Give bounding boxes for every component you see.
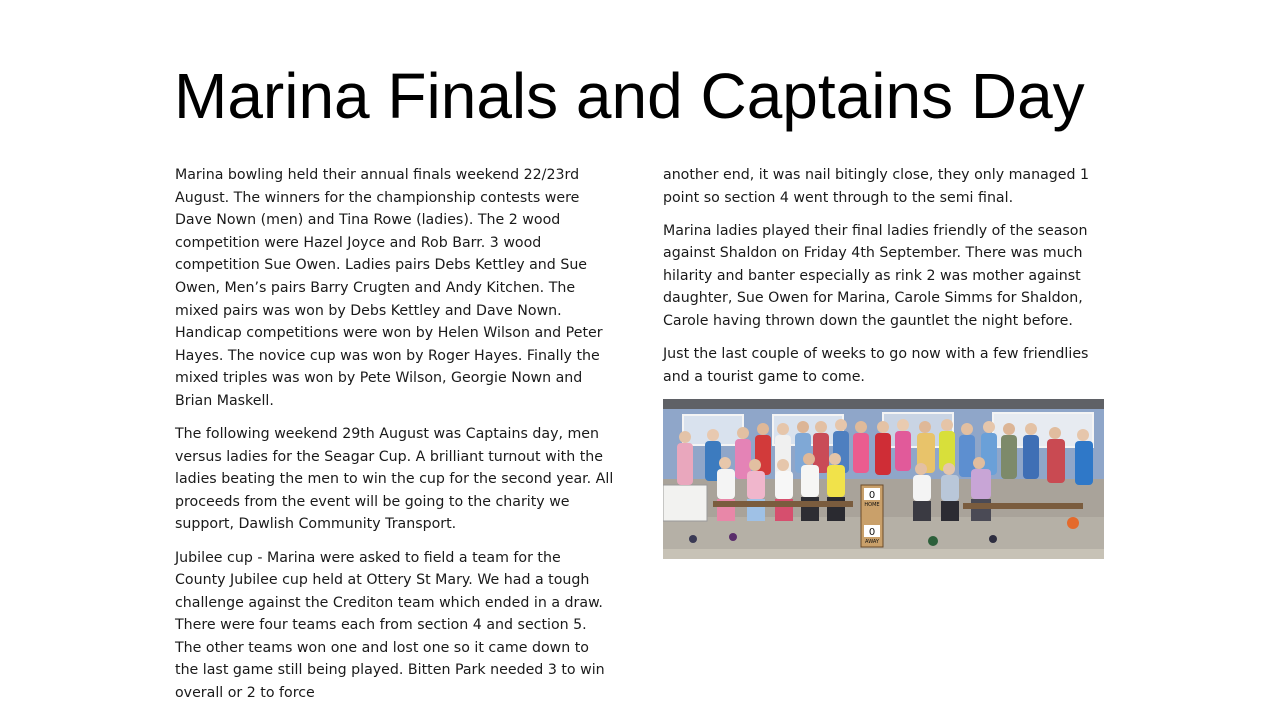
scoreboard-away-score: 0 [868,526,876,538]
paragraph-last-weeks: Just the last couple of weeks to go now with a few friendlies and a tourist game to come. [663,346,1089,385]
group-photo [663,399,1104,559]
slide-title: Marina Finals and Captains Day [174,60,1085,132]
scoreboard-away-label: AWAY [865,538,879,545]
paragraph-ladies-friendly: Marina ladies played their final ladies friendly of the season against Shaldon on Friday 4th September. There was much hilarity and banter especially as rink 2 was mother against daughter, Sue Owen for Marina, Carole Simms for Shaldon, Carole having thrown down the gauntlet the night before. [663,222,1088,330]
paragraph-finals: Marina bowling held their annual finals weekend 22/23rd August. The winners for the championship contests were Dave Nown (men) and Tina Rowe (ladies). The 2 wood competition were Hazel Joyce and Rob Barr. 3 wood competition Sue Owen. Ladies pairs Debs Kettley and Sue Owen, Men’s pairs Barry Crugten and Andy Kitchen. The mixed pairs was won by Debs Kettley and Dave Nown. Handicap competitions were won by Helen Wilson and Peter Hayes. The novice cup was won by Roger Hayes. Finally the mixed triples was won by Pete Wilson, Georgie Nown and Brian Maskell. [175,167,603,409]
left-text-column [175,164,615,715]
right-text-column [663,164,1108,559]
scoreboard-home-label: HOME [864,501,880,508]
paragraph-captains-day: The following weekend 29th August was Captains day, men versus ladies for the Seagar Cup. A brilliant turnout with the ladies beating the men to win the cup for the second year. All proceeds from the event will be going to the charity we support, Dawlish Community Transport. [175,426,614,533]
paragraph-jubilee-continued: another end, it was nail bitingly close, they only managed 1 point so section 4 went through to the semi final. [663,167,1090,206]
paragraph-jubilee-cup: Jubilee cup - Marina were asked to field a team for the County Jubilee cup held at Ottery St Mary. We had a tough challenge against the Crediton team which ended in a draw. There were four teams each from section 4 and section 5. The other teams won one and lost one so it came down to the last game still being played. Bitten Park needed 3 to win overall or 2 to force [175,549,605,702]
scoreboard-home-score: 0 [868,489,876,501]
